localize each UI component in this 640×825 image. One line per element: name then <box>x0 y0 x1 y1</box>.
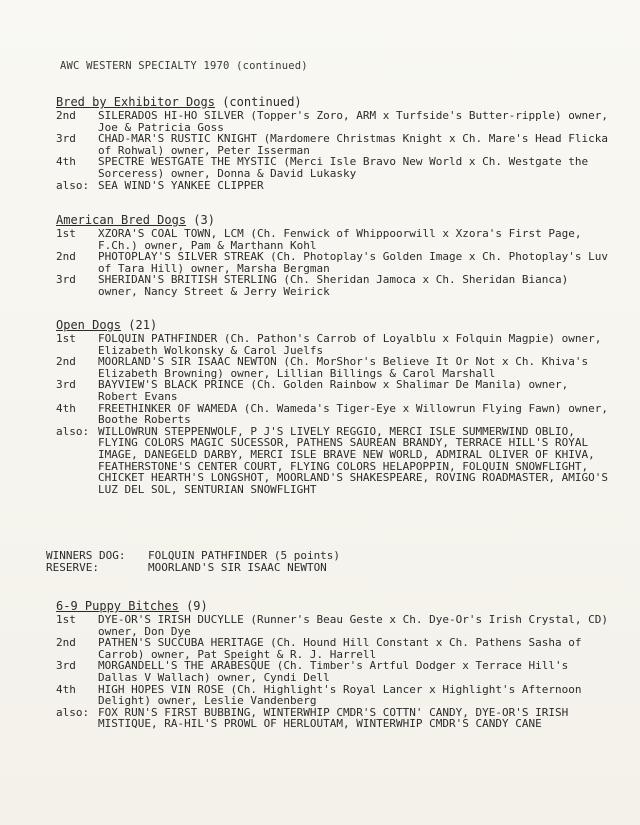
entry-text: MORGANDELL'S THE ARABESQUE (Ch. Timber's Artful Dodger x Terrace Hill's Dallas V Wallach) owner, Cyndi Dell <box>98 659 569 684</box>
placement-label: also: <box>56 178 90 192</box>
entry-text: XZORA'S COAL TOWN, LCM (Ch. Fenwick of Whippoorwill x Xzora's First Page, F.Ch.) owner, Pam & Marthann Kohl <box>98 227 582 252</box>
section-heading-count: (3) <box>193 213 215 227</box>
winners-dog-value: FOLQUIN PATHFINDER (5 points) <box>148 549 341 562</box>
entry-text: PHOTOPLAY'S SILVER STREAK (Ch. Photoplay's Golden Image x Ch. Photoplay's Luv of Tara Hill) owner, Marsha Bergman <box>98 250 608 275</box>
placement-label: 4th <box>56 155 76 169</box>
section-heading-count: (9) <box>186 599 208 613</box>
placement-entry <box>56 333 614 356</box>
placement-label: 4th <box>56 401 76 415</box>
reserve-row <box>46 562 340 574</box>
entry-text: SEA WIND'S YANKEE CLIPPER <box>98 178 264 192</box>
placement-entry <box>56 251 614 274</box>
also-entered-entry <box>56 180 614 192</box>
section-american-bred-dogs <box>56 213 614 298</box>
entry-text: SHERIDAN'S BRITISH STERLING (Ch. Sheridan Jamoca x Ch. Sheridan Bianca) owner, Nancy Street & Jerry Weirick <box>98 273 569 298</box>
section-heading <box>56 95 614 110</box>
placement-label: 2nd <box>56 109 76 122</box>
entry-text: DYE-OR'S IRISH DUCYLLE (Runner's Beau Geste x Ch. Dye-Or's Irish Crystal, CD) owner, Don Dye <box>98 613 608 638</box>
placement-entry <box>56 660 614 683</box>
placement-label: 1st <box>56 332 76 345</box>
placement-label: 2nd <box>56 355 76 369</box>
placement-label: 3rd <box>56 273 76 287</box>
winners-dog-label: WINNERS DOG: <box>46 549 126 562</box>
also-entered-entry <box>56 426 614 496</box>
section-heading-title: American Bred Dogs <box>56 213 187 227</box>
entry-text: FREETHINKER OF WAMEDA (Ch. Wameda's Tiger-Eye x Willowrun Flying Fawn) owner, Boothe Roberts <box>98 401 608 427</box>
placement-entry <box>56 684 614 707</box>
section-6-9-puppy-bitches <box>56 599 614 730</box>
placement-label: 3rd <box>56 378 76 392</box>
entry-text: CHAD-MAR'S RUSTIC KNIGHT (Mardomere Christmas Knight x Ch. Mare's Head Flicka of Rohwal) owner, Peter Isserman <box>98 132 608 157</box>
entry-text: SILERADOS HI-HO SILVER (Topper's Zoro, ARM x Turfside's Butter-ripple) owner, Joe & Patricia Goss <box>98 109 608 134</box>
document-title: AWC WESTERN SPECIALTY 1970 (continued) <box>60 60 308 72</box>
entry-text: MOORLAND'S SIR ISAAC NEWTON (Ch. MorShor's Believe It Or Not x Ch. Khiva's Elizabeth Browning) owner, Lillian Billings & Carol Marshall <box>98 355 589 380</box>
placement-entry <box>56 156 614 179</box>
section-bred-by-exhibitor-dogs <box>56 95 614 191</box>
section-heading <box>56 318 614 333</box>
winners-block <box>46 550 340 574</box>
entry-text: BAYVIEW'S BLACK PRINCE (Ch. Golden Rainbow x Shalimar De Manila) owner, Robert Evans <box>98 378 569 403</box>
placement-label: 1st <box>56 613 76 626</box>
entry-text: SPECTRE WESTGATE THE MYSTIC (Merci Isle Bravo New World x Ch. Westgate the Sorceress) owner, Donna & David Lukasky <box>98 155 589 180</box>
section-heading <box>56 599 614 614</box>
entry-text: PATHEN'S SUCCUBA HERITAGE (Ch. Hound Hill Constant x Ch. Pathens Sasha of Carrob) owner, Pat Speight & R. J. Harrell <box>98 636 582 661</box>
placement-label: 3rd <box>56 132 76 146</box>
placement-label: also: <box>56 424 90 438</box>
section-heading-count: (continued) <box>222 95 302 109</box>
placement-label: 4th <box>56 682 76 696</box>
also-entered-entry <box>56 707 614 730</box>
placement-label: 2nd <box>56 636 76 650</box>
section-open-dogs <box>56 318 614 495</box>
placement-entry <box>56 356 614 379</box>
section-heading-count: (21) <box>128 318 158 332</box>
entry-text: FOX RUN'S FIRST BUBBING, WINTERWHIP CMDR'S COTTN' CANDY, DYE-OR'S IRISH MISTIQUE, RA-HIL'S PROWL OF HERLOUTAM, WINTERWHIP CMDR'S CANDY CANE <box>98 705 569 731</box>
placement-entry <box>56 614 614 637</box>
placement-entry <box>56 110 614 133</box>
section-heading-title: Bred by Exhibitor Dogs <box>56 95 215 109</box>
placement-label: 1st <box>56 227 76 240</box>
entry-text: WILLOWRUN STEPPENWOLF, P J'S LIVELY REGGIO, MERCI ISLE SUMMERWIND OBLIO, FLYING COLORS MAGIC SUCESSOR, PATHENS SAUREAN BRANDY, TERRACE HILL'S ROYAL IMAGE, DANEGELD DARBY, MERCI ISLE BRAVE NEW WORLD, ADMIRAL OLIVER OF KHIVA, FEATHERSTONE'S CENTER COURT, FLYING COLORS HELAPOPPIN, FOLQUIN SNOWFLIGHT, CHICKET HEARTH'S LONGSHOT, MOORLAND'S SHAKESPEARE, ROVING ROADMASTER, AMIGO'S LUZ DEL SOL, SENTURIAN SNOWFLIGHT <box>98 424 608 496</box>
placement-label: 3rd <box>56 659 76 673</box>
placement-label: also: <box>56 705 90 719</box>
section-heading-title: 6-9 Puppy Bitches <box>56 599 179 613</box>
reserve-value: MOORLAND'S SIR ISAAC NEWTON <box>148 561 327 574</box>
section-heading <box>56 213 614 228</box>
reserve-label: RESERVE: <box>46 561 99 574</box>
placement-entry <box>56 274 614 297</box>
placement-entry <box>56 403 614 426</box>
placement-entry <box>56 228 614 251</box>
placement-entry <box>56 379 614 402</box>
entry-text: HIGH HOPES VIN ROSE (Ch. Highlight's Royal Lancer x Highlight's Afternoon Delight) owner, Leslie Vandenberg <box>98 682 582 708</box>
placement-entry <box>56 133 614 156</box>
placement-entry <box>56 637 614 660</box>
section-heading-title: Open Dogs <box>56 318 122 332</box>
entry-text: FOLQUIN PATHFINDER (Ch. Pathon's Carrob of Loyalblu x Folquin Magpie) owner, Elizabeth Wolkonsky & Carol Juelfs <box>98 332 602 357</box>
placement-label: 2nd <box>56 250 76 264</box>
